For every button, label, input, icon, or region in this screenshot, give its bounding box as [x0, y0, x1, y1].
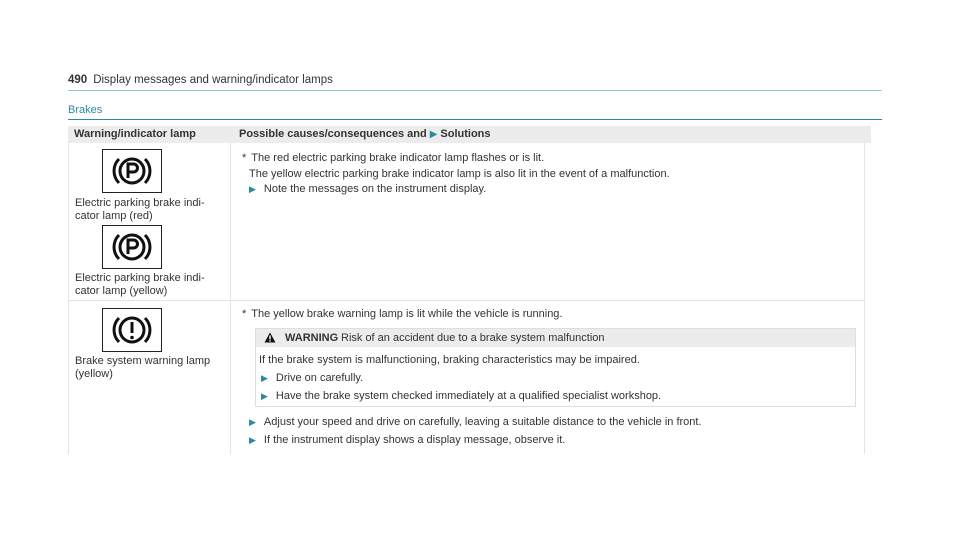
- section-title: Brakes: [68, 104, 103, 116]
- solution-item: ▶ Note the messages on the instrument display.: [249, 183, 487, 195]
- bullet-icon: ▶: [249, 184, 256, 194]
- cause-text-2: The yellow electric parking brake indicator lamp is also lit in the event of a malfunction.: [249, 168, 670, 180]
- column-header-causes: [233, 126, 871, 143]
- arrow-icon: ▶: [429, 129, 438, 140]
- parking-brake-icon: [112, 152, 152, 190]
- lamp-caption-brake-system: Brake system warning lamp (yellow): [75, 355, 211, 380]
- star-mark: *: [242, 308, 247, 320]
- column-header-causes-label: Possible causes/consequences and: [239, 128, 427, 140]
- header-rule: [68, 90, 882, 91]
- brake-warning-icon: [112, 311, 152, 349]
- bullet-icon: ▶: [249, 417, 256, 427]
- page-header: [68, 74, 333, 86]
- bullet-icon: ▶: [261, 373, 268, 383]
- page-title: Display messages and warning/indicator lamps: [93, 74, 333, 86]
- warning-step: ▶ Drive on carefully.: [261, 372, 364, 384]
- solution-item: ▶ If the instrument display shows a display message, observe it.: [249, 434, 566, 446]
- section-rule: [68, 119, 882, 120]
- warning-header: [256, 329, 855, 347]
- table-border-left: [68, 143, 69, 454]
- page-number: 490: [68, 74, 88, 86]
- brake-warning-lamp-icon: [102, 308, 162, 352]
- row-divider: [68, 300, 865, 301]
- cause-text: * The yellow brake warning lamp is lit while the vehicle is running.: [242, 308, 563, 320]
- star-mark: *: [242, 152, 247, 164]
- table-border-right: [864, 143, 865, 454]
- cause-text: * The red electric parking brake indicator lamp flashes or is lit.: [242, 152, 545, 164]
- column-divider: [230, 143, 231, 454]
- column-header-solutions-label: Solutions: [440, 128, 491, 140]
- warning-label: WARNING: [285, 332, 339, 344]
- warning-body: If the brake system is malfunctioning, braking characteristics may be impaired.: [259, 354, 640, 366]
- parking-brake-yellow-icon: [102, 225, 162, 269]
- lamp-caption-yellow: Electric parking brake indi- cator lamp (yellow): [75, 272, 205, 297]
- warning-box: [255, 328, 856, 407]
- column-header-lamp: Warning/indicator lamp: [68, 126, 233, 143]
- bullet-icon: ▶: [261, 391, 268, 401]
- parking-brake-icon: [112, 228, 152, 266]
- bullet-icon: ▶: [249, 435, 256, 445]
- warning-message: Risk of an accident due to a brake system malfunction: [341, 332, 605, 344]
- warning-step: ▶ Have the brake system checked immediately at a qualified specialist workshop.: [261, 390, 662, 402]
- warning-triangle-icon: [264, 332, 276, 343]
- parking-brake-red-icon: [102, 149, 162, 193]
- solution-item: ▶ Adjust your speed and drive on carefully, leaving a suitable distance to the vehicle in front.: [249, 416, 702, 428]
- lamp-caption-red: Electric parking brake indi- cator lamp (red): [75, 197, 205, 222]
